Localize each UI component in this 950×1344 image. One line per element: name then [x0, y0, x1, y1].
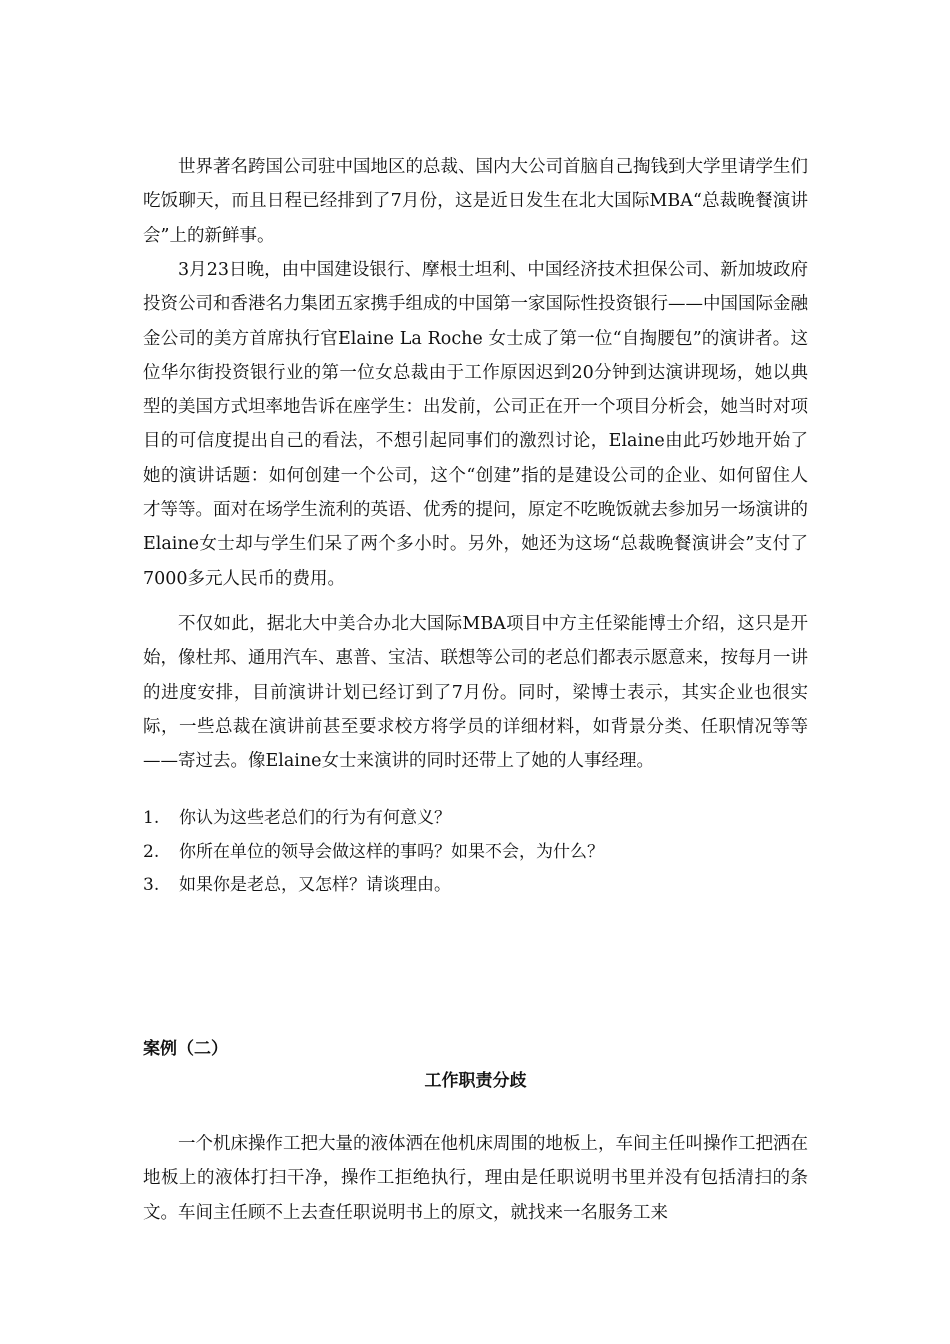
case1-paragraph-3: 不仅如此，据北大中美合办北大国际MBA项目中方主任梁能博士介绍，这只是开始，像杜邦、通用汽车、惠普、宝洁、联想等公司的老总们都表示愿意来，按每月一讲的进度安排，目前演讲计划已经订到了7月份。同时，梁博士表示，其实企业也很实际，一些总裁在演讲前甚至要求校方将学员的详细材料，如背景分类、任职情况等等——寄过去。像Elaine女士来演讲的同时还带上了她的人事经理。 — [143, 614, 808, 772]
case2-paragraph-1: 一个机床操作工把大量的液体洒在他机床周围的地板上，车间主任叫操作工把洒在地板上的液体打扫干净，操作工拒绝执行，理由是任职说明书里并没有包括清扫的条文。车间主任顾不上去查任职说明书上的原文，就找来一名服务工来 — [143, 1134, 808, 1223]
question-item — [143, 836, 808, 870]
question-item — [143, 802, 808, 836]
question-text: 你所在单位的领导会做这样的事吗？如果不会，为什么？ — [179, 841, 604, 862]
question-text: 如果你是老总，又怎样？请谈理由。 — [179, 875, 451, 895]
case1-paragraph-1: 世界著名跨国公司驻中国地区的总裁、国内大公司首脑自己掏钱到大学里请学生们吃饭聊天，而且日程已经排到了7月份，这是近日发生在北大国际MBA“总裁晚餐演讲会”上的新鲜事。 — [143, 157, 808, 246]
question-number: 1. — [143, 808, 160, 828]
question-text: 你认为这些老总们的行为有何意义？ — [179, 808, 451, 828]
case2-title: 工作职责分歧 — [424, 1071, 527, 1091]
question-item — [143, 869, 808, 903]
question-number: 3. — [143, 875, 160, 895]
case2-section-label: 案例（二） — [143, 1039, 228, 1059]
discussion-questions — [143, 802, 808, 903]
question-number: 2. — [143, 841, 160, 862]
case1-paragraph-2: 3月23日晚，由中国建设银行、摩根士坦利、中国经济技术担保公司、新加坡政府投资公司和香港名力集团五家携手组成的中国第一家国际性投资银行——中国国际金融金公司的美方首席执行官Elaine La Roche 女士成了第一位“自掏腰包”的演讲者。这位华尔街投资银行业的第一位女总裁由于工作原因迟到20分钟到达演讲现场，她以典型的美国方式坦率地告诉在座学生：出发前，公司正在开一个项目分析会，她当时对项目的可信度提出自己的看法，不想引起同事们的激烈讨论，Elaine由此巧妙地开始了她的演讲话题：如何创建一个公司，这个“创建”指的是建设公司的企业、如何留住人才等等。面对在场学生流利的英语、优秀的提问，原定不吃晚饭就去参加另一场演讲的Elaine女士却与学生们呆了两个多小时。另外，她还为这场“总裁晚餐演讲会”支付了7000多元人民币的费用。 — [143, 260, 808, 589]
